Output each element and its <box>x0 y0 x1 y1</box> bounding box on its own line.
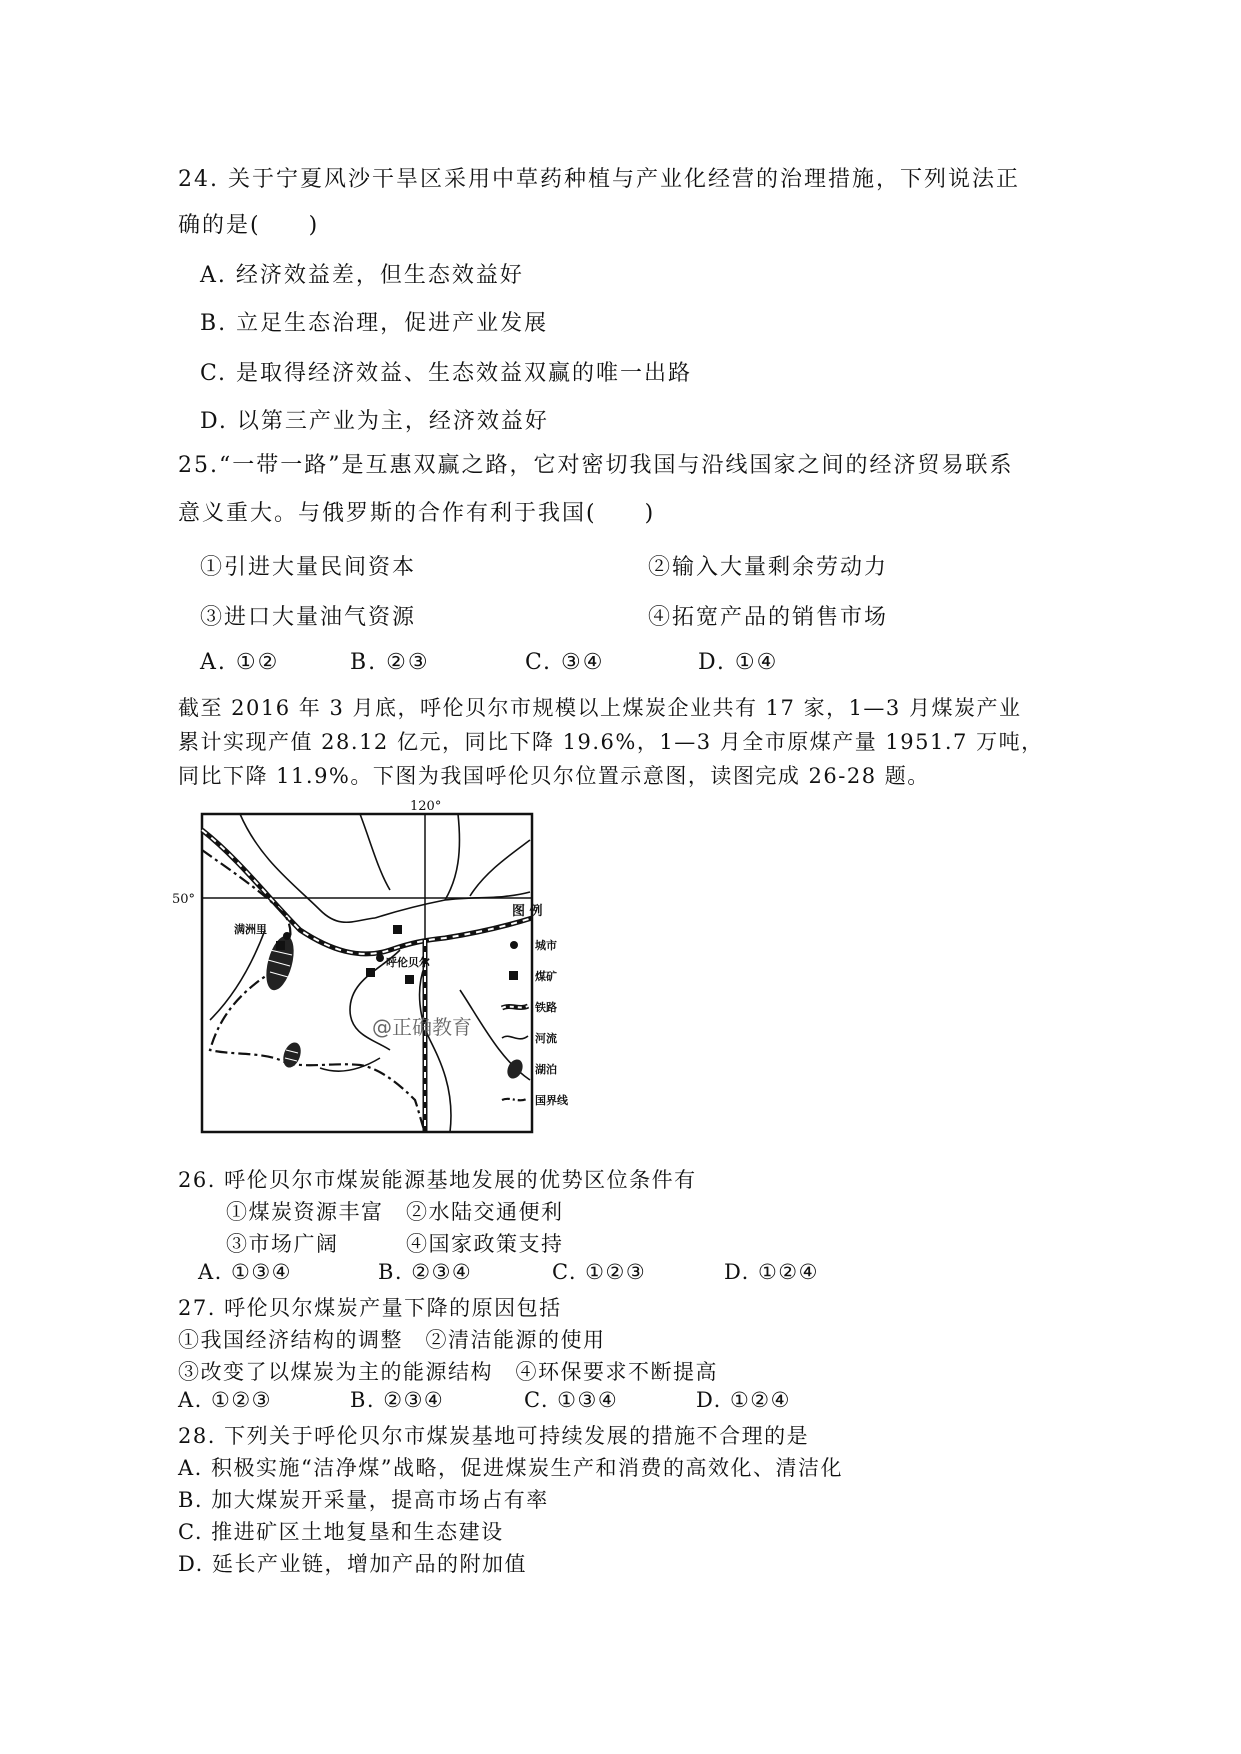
q25-option-a: A. ①② <box>200 650 280 675</box>
q28-option-d: D. 延长产业链，增加产品的附加值 <box>178 1552 527 1576</box>
legend-border-symbol <box>502 1098 528 1100</box>
q27-option-c: C. ①③④ <box>524 1388 619 1412</box>
q26-items-row2: ③市场广阔 ④国家政策支持 <box>226 1232 564 1256</box>
q25-item-4: ④拓宽产品的销售市场 <box>648 605 889 630</box>
q24-stem-line1: 24. 关于宁夏风沙干旱区采用中草药种植与产业化经营的治理措施，下列说法正 <box>178 167 1020 192</box>
q25-stem-line2: 意义重大。与俄罗斯的合作有利于我国( ) <box>178 501 656 526</box>
q27-option-a: A. ①②③ <box>178 1388 272 1412</box>
legend-coal-symbol <box>509 971 518 980</box>
q24-option-a: A. 经济效益差，但生态效益好 <box>200 263 524 288</box>
coal-mine-marker <box>276 941 285 950</box>
q24-option-c: C. 是取得经济效益、生态效益双赢的唯一出路 <box>200 361 693 386</box>
legend-railway-label: 铁路 <box>535 1001 557 1014</box>
city-marker <box>376 954 384 962</box>
q27-items-row1: ①我国经济结构的调整 ②清洁能源的使用 <box>178 1328 606 1352</box>
q25-option-b: B. ②③ <box>350 650 430 675</box>
legend-title: 图 例 <box>512 904 543 919</box>
coal-mine-marker <box>405 975 414 984</box>
watermark: @正确教育 <box>372 1015 472 1039</box>
legend-river-label: 河流 <box>535 1032 557 1045</box>
q28-option-b: B. 加大煤炭开采量，提高市场占有率 <box>178 1488 549 1512</box>
river-path <box>360 814 390 890</box>
city-label-manzhouli: 满洲里 <box>234 923 267 936</box>
q26-option-b: B. ②③④ <box>378 1260 473 1284</box>
q25-item-2: ②输入大量剩余劳动力 <box>648 555 889 580</box>
legend-lake-label: 湖泊 <box>535 1063 557 1076</box>
lakes <box>261 933 304 1070</box>
q24-option-b: B. 立足生态治理，促进产业发展 <box>200 311 549 336</box>
river-path <box>470 840 530 896</box>
city-label-hulunbuir: 呼伦贝尔 <box>386 956 430 969</box>
q28-option-c: C. 推进矿区土地复垦和生态建设 <box>178 1520 504 1544</box>
q24-option-d: D. 以第三产业为主，经济效益好 <box>200 409 549 434</box>
q27-option-d: D. ①②④ <box>696 1388 791 1412</box>
q27-items-row2: ③改变了以煤炭为主的能源结构 ④环保要求不断提高 <box>178 1360 718 1384</box>
q28-stem: 28. 下列关于呼伦贝尔市煤炭基地可持续发展的措施不合理的是 <box>178 1424 810 1448</box>
passage-line-1: 截至 2016 年 3 月底，呼伦贝尔市规模以上煤炭企业共有 17 家，1—3 月煤炭产业 <box>178 696 1022 720</box>
q26-option-c: C. ①②③ <box>552 1260 647 1284</box>
legend-city-symbol <box>510 941 518 949</box>
map-legend <box>502 903 569 1107</box>
q24-stem-line2: 确的是( ) <box>178 213 320 238</box>
river-path <box>375 892 530 918</box>
legend-border-label: 国界线 <box>535 1094 568 1107</box>
legend-coal-label: 煤矿 <box>535 970 557 983</box>
q25-stem-line1: 25.“一带一路”是互惠双赢之路，它对密切我国与沿线国家之间的经济贸易联系 <box>178 453 1014 478</box>
hulunbuir-location-map <box>172 799 660 1136</box>
q25-option-d: D. ①④ <box>698 650 779 675</box>
q27-option-b: B. ②③④ <box>350 1388 445 1412</box>
river-path <box>210 930 265 1020</box>
q26-option-a: A. ①③④ <box>198 1260 292 1284</box>
city-marker <box>283 932 291 940</box>
q28-option-a: A. 积极实施“洁净煤”战略，促进煤炭生产和消费的高效化、清洁化 <box>178 1456 843 1480</box>
q27-stem: 27. 呼伦贝尔煤炭产量下降的原因包括 <box>178 1296 562 1320</box>
legend-city-label: 城市 <box>535 939 557 952</box>
passage-line-3: 同比下降 11.9%。下图为我国呼伦贝尔位置示意图，读图完成 26-28 题。 <box>178 764 930 788</box>
q25-item-1: ①引进大量民间资本 <box>200 555 417 580</box>
q26-stem: 26. 呼伦贝尔市煤炭能源基地发展的优势区位条件有 <box>178 1168 697 1192</box>
q25-option-c: C. ③④ <box>525 650 605 675</box>
coal-mine-marker <box>393 925 402 934</box>
river-path <box>240 814 375 922</box>
railway <box>202 830 532 1132</box>
q26-option-d: D. ①②④ <box>724 1260 819 1284</box>
coal-mine-marker <box>366 968 375 977</box>
legend-river-symbol <box>502 1036 528 1039</box>
q25-item-3: ③进口大量油气资源 <box>200 605 417 630</box>
river-path <box>445 814 459 900</box>
q26-items-row1: ①煤炭资源丰富 ②水陆交通便利 <box>226 1200 564 1224</box>
national-border <box>202 850 425 1132</box>
passage-line-2: 累计实现产值 28.12 亿元，同比下降 19.6%，1—3 月全市原煤产量 1951.7 万吨， <box>178 730 1044 754</box>
longitude-label: 120° <box>410 799 442 814</box>
latitude-label: 50° <box>172 892 196 907</box>
